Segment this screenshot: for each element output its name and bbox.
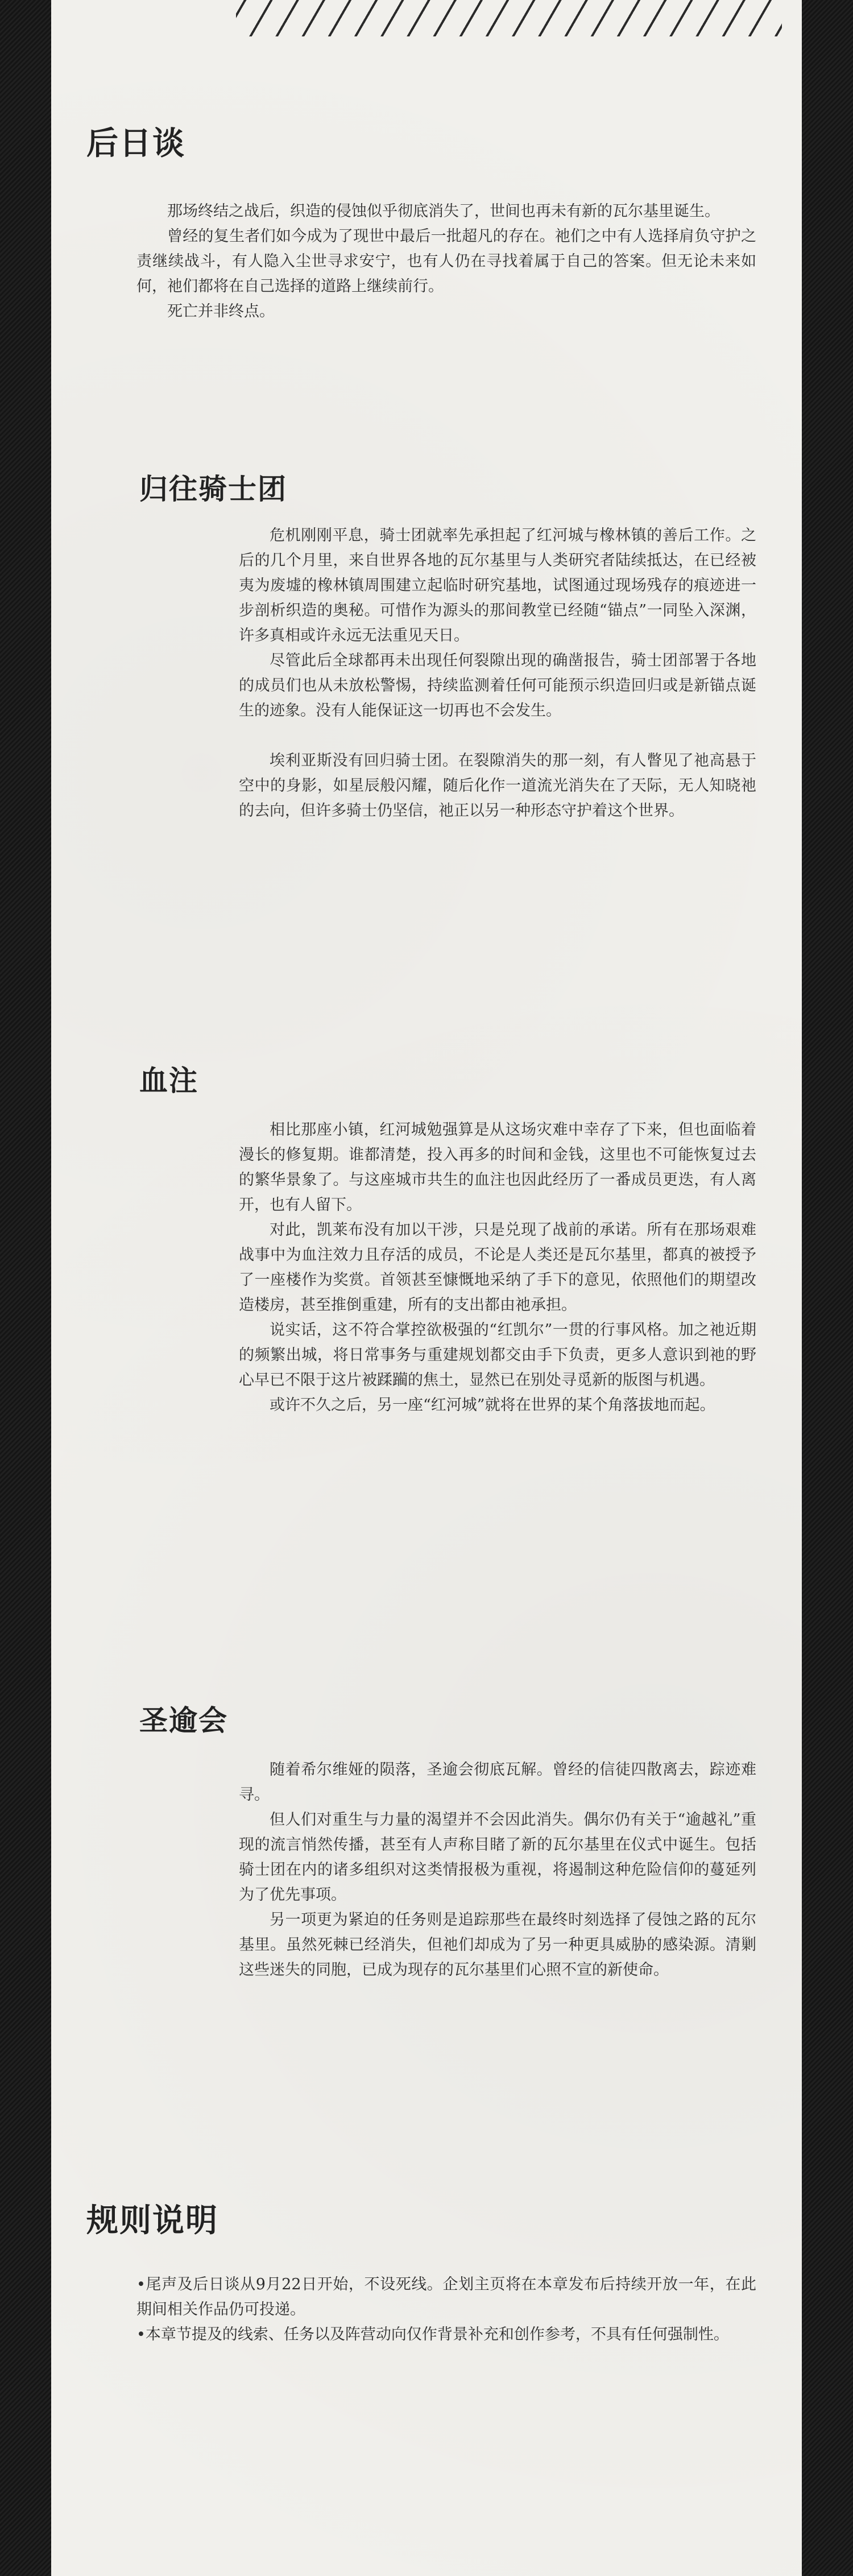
section-title-sacrament: 圣逾会 <box>139 1703 228 1737</box>
sacrament-paragraph: 但人们对重生与力量的渴望并不会因此消失。偶尔仍有关于“逾越礼”重现的流言悄然传播，甚至有人声称目睹了新的瓦尔基里在仪式中诞生。包括骑士团在内的诸多组织对这类情报极为重视，将遏制这种危险信仰的蔓延列为了优先事项。 <box>239 1811 756 1904</box>
dark-border-left <box>0 0 51 2576</box>
bloodflow-paragraph: 相比那座小镇，红河城勉强算是从这场灾难中幸存了下来，但也面临着漫长的修复期。谁都清楚，投入再多的时间和金钱，这里也不可能恢复过去的繁华景象了。与这座城市共生的血注也因此经历了一番成员更迭，有人离开，也有人留下。 <box>239 1121 756 1214</box>
rules-item: •本章节提及的线索、任务以及阵营动向仅作背景补充和创作参考，不具有任何强制性。 <box>136 2326 729 2343</box>
decorative-stripes <box>236 0 782 36</box>
document-page <box>51 0 802 2576</box>
rules-item: •尾声及后日谈从9月22日开始，不设死线。企划主页将在本章发布后持续开放一年，在此期间相关作品仍可投递。 <box>136 2276 756 2318</box>
epilogue-text <box>136 199 756 324</box>
knights-paragraph: 危机刚刚平息，骑士团就率先承担起了红河城与橡林镇的善后工作。之后的几个月里，来自世界各地的瓦尔基里与人类研究者陆续抵达，在已经被夷为废墟的橡林镇周围建立起临时研究基地，试图通过现场残存的痕迹进一步剖析织造的奥秘。可惜作为源头的那间教堂已经随“锚点”一同坠入深渊，许多真相或许永远无法重见天日。 <box>239 527 756 644</box>
sacrament-text <box>239 1758 756 1983</box>
section-title-knights: 归往骑士团 <box>139 472 287 506</box>
dark-border-right <box>802 0 853 2576</box>
sacrament-paragraph: 另一项更为紧迫的任务则是追踪那些在最终时刻选择了侵蚀之路的瓦尔基里。虽然死棘已经消失，但祂们却成为了另一种更具威胁的感染源。清剿这些迷失的同胞，已成为现存的瓦尔基里们心照不宣的新使命。 <box>239 1911 756 1979</box>
bloodflow-paragraph: 或许不久之后，另一座“红河城”就将在世界的某个角落拔地而起。 <box>270 1396 715 1414</box>
sacrament-paragraph: 随着希尔维娅的陨落，圣逾会彻底瓦解。曾经的信徒四散离去，踪迹难寻。 <box>239 1761 756 1804</box>
knights-paragraph: 尽管此后全球都再未出现任何裂隙出现的确凿报告，骑士团部署于各地的成员们也从未放松警惕，持续监测着任何可能预示织造回归或是新锚点诞生的迹象。没有人能保证这一切再也不会发生。 <box>239 652 756 720</box>
epilogue-paragraph: 死亡并非终点。 <box>167 303 275 320</box>
epilogue-paragraph: 曾经的复生者们如今成为了现世中最后一批超凡的存在。祂们之中有人选择肩负守护之责继续战斗，有人隐入尘世寻求安宁，也有人仍在寻找着属于自己的答案。但无论未来如何，祂们都将在自己选择的道路上继续前行。 <box>136 228 756 295</box>
knights-text <box>239 523 756 824</box>
epilogue-paragraph: 那场终结之战后，织造的侵蚀似乎彻底消失了，世间也再未有新的瓦尔基里诞生。 <box>167 202 720 220</box>
section-title-bloodflow: 血注 <box>139 1064 198 1097</box>
section-title-epilogue: 后日谈 <box>86 125 185 162</box>
bloodflow-paragraph: 对此，凯莱布没有加以干涉，只是兑现了战前的承诺。所有在那场艰难战事中为血注效力且存活的成员，不论是人类还是瓦尔基里，都真的被授予了一座楼作为奖赏。首领甚至慷慨地采纳了手下的意见，依照他们的期望改造楼房，甚至推倒重建，所有的支出都由祂承担。 <box>239 1221 756 1314</box>
bloodflow-paragraph: 说实话，这不符合掌控欲极强的“红凯尔”一贯的行事风格。加之祂近期的频繁出城，将日常事务与重建规划都交由手下负责，更多人意识到祂的野心早已不限于这片被蹂躏的焦土，显然已在别处寻觅新的版图与机遇。 <box>239 1321 756 1389</box>
bloodflow-text <box>239 1118 756 1418</box>
knights-paragraph: 埃利亚斯没有回归骑士团。在裂隙消失的那一刻，有人瞥见了祂高悬于空中的身影，如星辰般闪耀，随后化作一道流光消失在了天际，无人知晓祂的去向，但许多骑士仍坚信，祂正以另一种形态守护着这个世界。 <box>239 752 756 820</box>
rules-list <box>136 2272 756 2347</box>
section-title-rules: 规则说明 <box>86 2202 218 2239</box>
